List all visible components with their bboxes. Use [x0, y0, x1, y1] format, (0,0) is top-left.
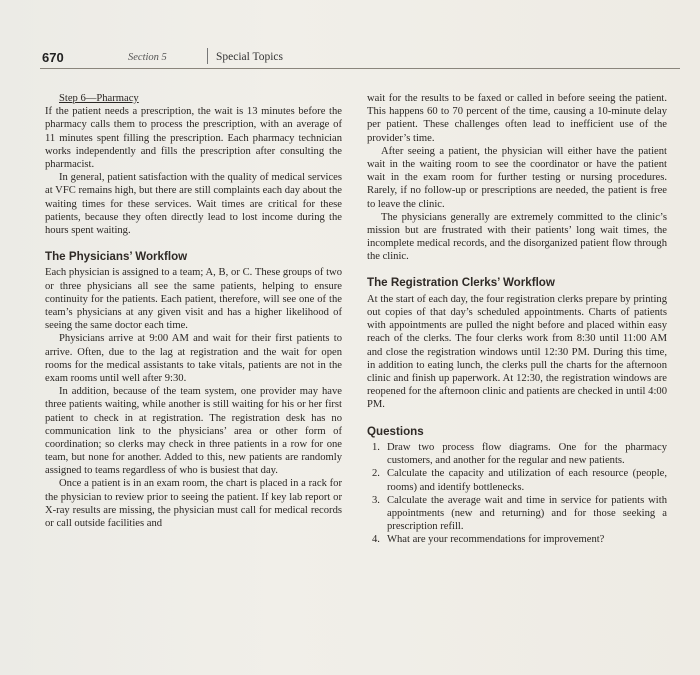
commitment-paragraph: The physicians generally are extremely committed to the clinic’s mission but are frustrated with their patients’ long wait times, the incomplete medical records, and the disorganized patient flow through the clinic.: [367, 211, 667, 263]
registration-heading: The Registration Clerks’ Workflow: [367, 276, 555, 290]
physicians-paragraph-2: Physicians arrive at 9:00 AM and wait for their first patients to arrive. Often, due to the lag at registration and the wait for open rooms for the medical assistants to take vitals, patients are not in the exam rooms until well after 9:30.: [45, 333, 342, 384]
physicians-paragraph-3: In addition, because of the team system, one provider may have three patients waiting, while another is still waiting for his or her first patient to check in at registration. The registration desk has no communication link to the physicians’ area or other form of coordination; so clerks may check in three patients in a row for one team, but none for another. Added to this, new patients are randomly assigned to teams regardless of who is busiest that day.: [45, 386, 342, 477]
registration-paragraph: At the start of each day, the four registration clerks prepare by printing out copies of that day’s scheduled appointments. Charts of patients with appointments are pulled the night before and placed within easy reach of the clerks. The four clerks work from 8:30 until 11:00 AM and close the registration windows until 12:30 PM. During this time, in addition to eating lunch, the clerks pull the charts for the afternoon clinic and finish up paperwork. At 12:30, the registration windows are reopened for the afternoon clinic and patients are checked in until 4:00 PM.: [367, 293, 667, 411]
page-header: [40, 50, 680, 72]
question-item: [367, 533, 667, 546]
question-item: [367, 467, 667, 493]
satisfaction-paragraph: In general, patient satisfaction with the quality of medical services at VFC remains high, but there are still complaints each day about the waiting times for these services. Wait times are critical for these patients, because they often directly lead to lost income during the hours spent waiting.: [45, 172, 342, 236]
question-number: 4.: [372, 534, 380, 546]
after-visit-paragraph: After seeing a patient, the physician will either have the patient wait in the waiting room to see the coordinator or have the patient wait in the exam room for further testing or nursing procedures. Rarely, if no follow-up or prescriptions are needed, the patient is free to leave the clinic.: [367, 145, 667, 210]
questions-heading: Questions: [367, 424, 424, 438]
physicians-heading: The Physicians’ Workflow: [45, 250, 188, 264]
question-item: [367, 494, 667, 534]
physicians-paragraph-4: Once a patient is in an exam room, the chart is placed in a rack for the physician to review prior to seeing the patient. If key lab report or X-ray results are missing, the physician must call for medical records or call outside facilities and: [45, 478, 342, 530]
question-number: 1.: [372, 441, 380, 453]
question-text: What are your recommendations for improvement?: [387, 534, 605, 546]
section-title: Special Topics: [216, 51, 284, 63]
physicians-paragraph-1: Each physician is assigned to a team; A, B, or C. These groups of two or three physicians all see the same patients, helping to ensure continuity for the patients. Each patient, therefore, will see one of the team’s physicians at any given visit and has a higher likelihood of seeing the same doctor each time.: [45, 267, 342, 332]
question-text: Draw two process flow diagrams. One for the pharmacy customers, and another for the regular and new patients.: [387, 441, 667, 467]
header-separator: [207, 48, 208, 64]
section-label: Section 5: [128, 52, 167, 63]
continued-paragraph: wait for the results to be faxed or called in before seeing the patient. This happens 60 to 70 percent of the time, causing a 10-minute delay per patient. These challenges often lead to inefficient use of the provider’s time.: [367, 93, 667, 144]
question-number: 2.: [372, 468, 380, 480]
question-text: Calculate the capacity and utilization of each resource (people, rooms) and identify bottlenecks.: [387, 468, 667, 493]
header-rule: [40, 68, 680, 69]
step-title: Step 6—Pharmacy: [59, 93, 139, 104]
right-column: [367, 92, 667, 546]
question-text: Calculate the average wait and time in service for patients with appointments (new and returning) and for those seeking a prescription refill.: [387, 494, 667, 533]
step-paragraph: If the patient needs a prescription, the wait is 13 minutes before the pharmacy calls them to process the prescription, with an average of 11 minutes spent filling the prescription. Each pharmacy technician works independently and fills the prescription after consulting the pharmacist.: [45, 106, 342, 170]
page-number: 670: [42, 50, 64, 65]
question-number: 3.: [372, 494, 380, 506]
left-column: [45, 92, 342, 530]
question-item: [367, 441, 667, 467]
questions-list: [367, 441, 667, 547]
